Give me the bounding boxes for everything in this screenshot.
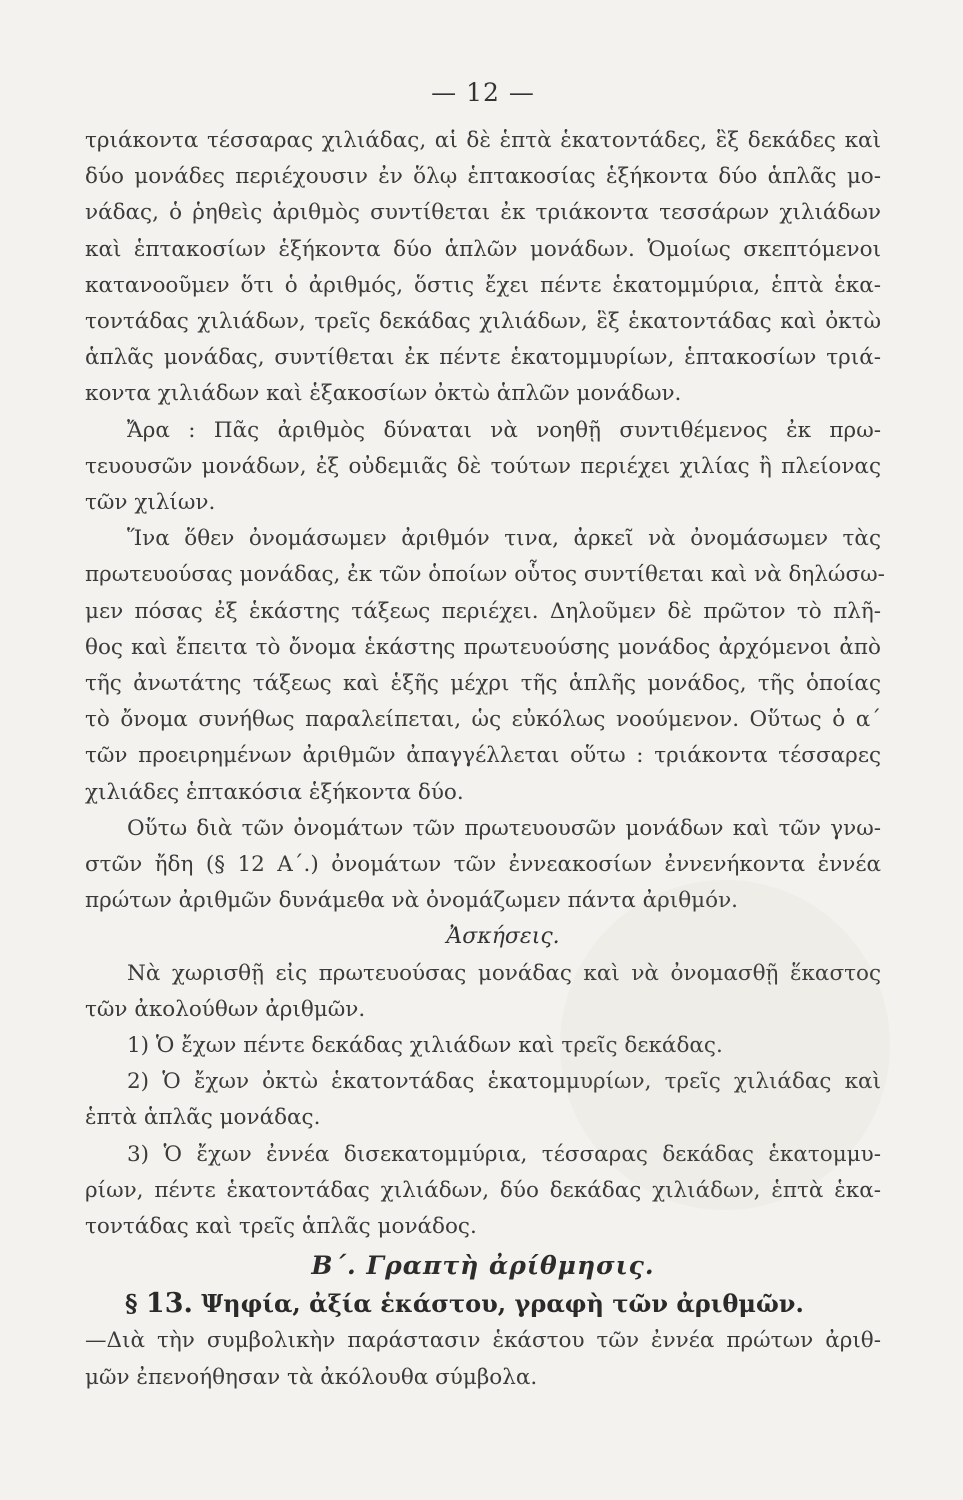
paragraph-5: [85, 1323, 881, 1395]
text-line: θος καὶ ἔπειτα τὸ ὄνομα ἑκάστης πρωτευούσης μονάδος ἀρχόμενοι ἀπὸ: [85, 634, 881, 660]
text-line: 2) Ὁ ἔχων ὀκτὼ ἑκατοντάδας ἑκατομμυρίων, τρεῖς χιλιάδας καὶ: [127, 1069, 881, 1095]
text-line: τοντάδας καὶ τρεῖς ἁπλᾶς μονάδος.: [85, 1214, 477, 1240]
text-line: νάδας, ὁ ῥηθεὶς ἀριθμὸς συντίθεται ἐκ τριάκοντα τεσσάρων χιλιάδων: [85, 200, 881, 226]
section-symbol: §: [125, 1289, 138, 1319]
text-line: τῶν προειρημένων ἀριθμῶν ἀπαγγέλλεται οὕτω : τριάκοντα τέσσαρες: [85, 743, 881, 769]
text-line: κοντα χιλιάδων καὶ ἑξακοσίων ὀκτὼ ἁπλῶν μονάδων.: [85, 381, 682, 407]
section-13-heading: [85, 1285, 881, 1323]
text-line: δύο μονάδες περιέχουσιν ἐν ὅλῳ ἑπτακοσίας ἑξήκοντα δύο ἁπλᾶς μο-: [85, 164, 881, 190]
section-number: 13.: [145, 1288, 193, 1320]
text-line: Νὰ χωρισθῇ εἰς πρωτευούσας μονάδας καὶ νὰ ὀνομασθῇ ἕκαστος: [127, 960, 881, 986]
text-line: κατανοοῦμεν ὅτι ὁ ἀριθμός, ὅστις ἔχει πέντε ἑκατομμύρια, ἑπτὰ ἑκα-: [85, 272, 881, 298]
exercises-heading: Ἀσκήσεις.: [446, 924, 560, 950]
text-line: Ἵνα ὅθεν ὀνομάσωμεν ἀριθμόν τινα, ἀρκεῖ νὰ ὀνομάσωμεν τὰς: [127, 526, 881, 552]
text-line: ἁπλᾶς μονάδας, συντίθεται ἐκ πέντε ἑκατομμυρίων, ἑπτακοσίων τριά-: [85, 345, 881, 371]
text-line: τῶν χιλίων.: [85, 490, 216, 516]
text-line: χιλιάδες ἑπτακόσια ἑξήκοντα δύο.: [85, 779, 464, 805]
paragraph-1: [85, 123, 881, 413]
text-line: μῶν ἐπενοήθησαν τὰ ἀκόλουθα σύμβολα.: [85, 1364, 538, 1390]
paragraph-3: [85, 521, 885, 811]
text-line: πρωτευούσας μονάδας, ἐκ τῶν ὁποίων οὗτος συντίθεται καὶ νὰ δηλώσω-: [85, 562, 885, 588]
text-line: Ἄρα : Πᾶς ἀριθμὸς δύναται νὰ νοηθῇ συντιθέμενος ἐκ πρω-: [127, 417, 881, 443]
text-line: καὶ ἑπτακοσίων ἑξήκοντα δύο ἁπλῶν μονάδων. Ὁμοίως σκεπτόμενοι: [85, 236, 881, 262]
bleed-through-stain: [560, 880, 890, 1210]
text-line: ρίων, πέντε ἑκατοντάδας χιλιάδων, δύο δεκάδας χιλιάδων, ἑπτὰ ἑκα-: [85, 1177, 881, 1203]
page-number: — 12 —: [431, 78, 535, 107]
text-line: τῶν ἀκολούθων ἀριθμῶν.: [85, 996, 366, 1022]
section-title: Β΄. Γραπτὴ ἀρίθμησις.: [311, 1251, 655, 1281]
text-line: τοντάδας χιλιάδων, τρεῖς δεκάδας χιλιάδων, ἓξ ἑκατοντάδας καὶ ὀκτὼ: [85, 309, 881, 335]
text-line: 3) Ὁ ἔχων ἐννέα δισεκατομμύρια, τέσσαρας δεκάδας ἑκατομμυ-: [127, 1141, 881, 1167]
text-line: —Διὰ τὴν συμβολικὴν παράστασιν ἑκάστου τῶν ἐννέα πρώτων ἀριθ-: [85, 1328, 881, 1354]
text-line: μεν πόσας ἐξ ἑκάστης τάξεως περιέχει. Δηλοῦμεν δὲ πρῶτον τὸ πλῆ-: [85, 598, 881, 624]
text-line: στῶν ἤδη (§ 12 Α΄.) ὀνομάτων τῶν ἐννεακοσίων ἐννενήκοντα ἐννέα: [85, 852, 881, 878]
text-line: τευουσῶν μονάδων, ἐξ οὐδεμιᾶς δὲ τούτων περιέχει χιλίας ἢ πλείονας: [85, 453, 881, 479]
paragraph-2: [85, 413, 881, 522]
text-line: ἑπτὰ ἁπλᾶς μονάδας.: [85, 1105, 321, 1131]
section-heading-text: Ψηφία, ἀξία ἑκάστου, γραφὴ τῶν ἀριθμῶν.: [201, 1289, 804, 1319]
text-line: τὸ ὄνομα συνήθως παραλείπεται, ὡς εὐκόλως νοούμενον. Οὕτως ὁ α΄: [85, 707, 881, 733]
text-line: τῆς ἀνωτάτης τάξεως καὶ ἑξῆς μέχρι τῆς ἁπλῆς μονάδος, τῆς ὁποίας: [85, 671, 881, 697]
text-line: πρώτων ἀριθμῶν δυνάμεθα νὰ ὀνομάζωμεν πάντα ἀριθμόν.: [85, 888, 738, 914]
text-line: 1) Ὁ ἔχων πέντε δεκάδας χιλιάδων καὶ τρεῖς δεκάδας.: [127, 1033, 723, 1059]
text-line: τριάκοντα τέσσαρας χιλιάδας, αἱ δὲ ἑπτὰ ἑκατοντάδες, ἓξ δεκάδες καὶ: [85, 128, 881, 153]
text-line: Οὕτω διὰ τῶν ὀνομάτων τῶν πρωτευουσῶν μονάδων καὶ τῶν γνω-: [127, 815, 881, 841]
